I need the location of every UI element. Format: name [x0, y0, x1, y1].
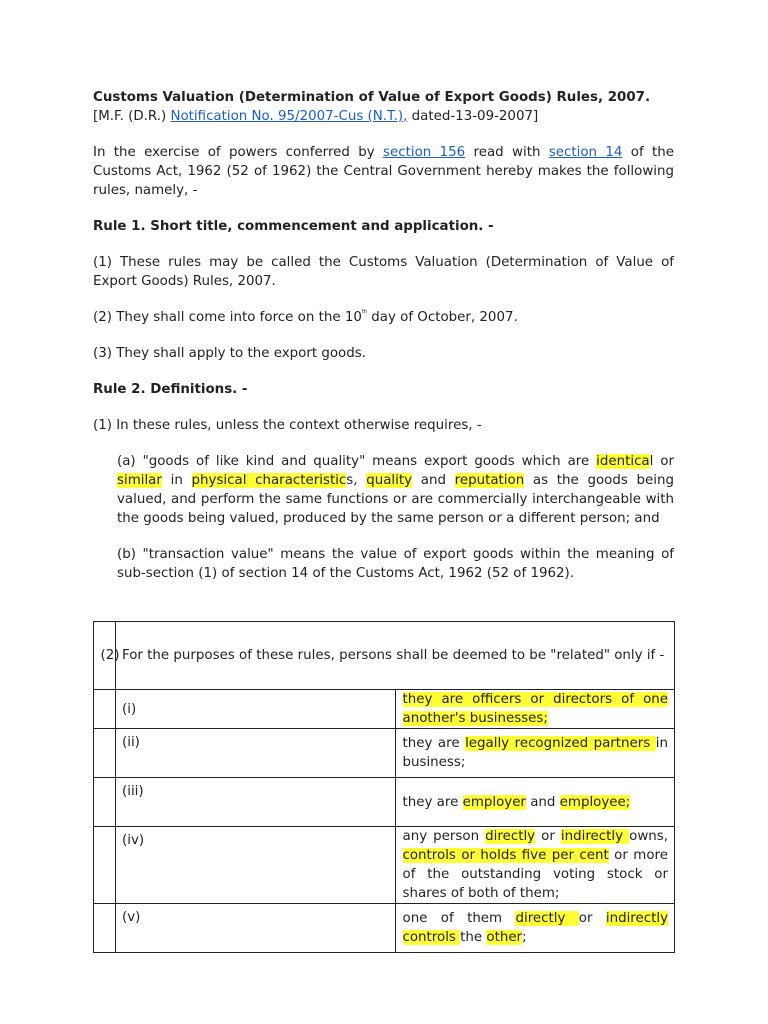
section-156-link[interactable]: section 156: [383, 145, 466, 160]
intro-paragraph: [93, 143, 674, 200]
section-14-link[interactable]: section 14: [548, 145, 623, 160]
highlight-quality: quality: [366, 473, 413, 488]
clause-2-text-end: day of October, 2007.: [367, 310, 518, 325]
highlight-similar: similar: [117, 473, 162, 488]
highlight-legally-recognized-partners: legally recognized partners: [465, 736, 656, 751]
def-a-text: s,: [346, 473, 367, 488]
notification-link[interactable]: Notification No. 95/2007-Cus (N.T.),: [170, 109, 408, 124]
def-a-text: in: [161, 473, 192, 488]
highlight-physical-characteristics: physical characteristic: [191, 473, 347, 488]
definition-a: [117, 452, 674, 528]
clause-number-cell: [94, 622, 120, 690]
item-plain-text: or: [578, 911, 606, 926]
highlight-other: other: [486, 930, 523, 945]
intro-text-2: read with: [465, 145, 549, 160]
highlight-controls-five-per-cent: controls or holds five per cent: [402, 848, 609, 863]
rule1-clause-3: (3) They shall apply to the export goods.: [93, 346, 366, 361]
document-page: [93, 88, 674, 583]
table-heading: For the purposes of these rules, persons shall be deemed to be "related" only if -: [116, 622, 675, 690]
item-plain-text: and: [525, 794, 560, 810]
rule2-clause-1: (1) In these rules, unless the context otherwise requires, -: [93, 418, 482, 433]
highlight-directly: directly: [485, 829, 536, 844]
item-text: [395, 778, 675, 827]
reference-suffix: dated-13-09-2007]: [407, 109, 539, 124]
item-plain-text: in business;: [402, 736, 668, 770]
table-row: [94, 904, 675, 953]
item-number: (i): [116, 690, 396, 729]
def-a-text: (a) "goods of like kind and quality" means export goods which are: [117, 454, 597, 469]
table-row: [94, 729, 675, 778]
rule2-heading: Rule 2. Definitions. -: [93, 382, 248, 397]
highlight-reputation: reputation: [454, 473, 525, 488]
item-plain-text: one of them: [402, 911, 516, 926]
rule1-clause-2: [93, 308, 674, 327]
item-plain-text: they are: [402, 794, 463, 810]
table-row: [94, 827, 675, 904]
related-persons-table: [93, 621, 675, 953]
item-number: (iii): [116, 778, 396, 827]
item-plain-text: ;: [522, 930, 527, 945]
highlight-indirectly-controls: indirectly controls: [402, 911, 668, 945]
rule1-clause-1: (1) These rules may be called the Customs Valuation (Determination of Value of Export Goods) Rules, 2007.: [93, 255, 674, 289]
reference-prefix: [M.F. (D.R.): [93, 109, 171, 124]
notification-reference: [93, 107, 674, 126]
def-a-text: l or: [649, 454, 674, 469]
highlight-employer: employer: [462, 794, 526, 810]
table-row: [94, 690, 675, 729]
def-a-text: and: [412, 473, 455, 488]
item-text: [395, 729, 675, 778]
def-a-text: as the goods being valued, and perform the same functions or are commercially interchangeable with the goods being valued, produced by the same person or a different person; and: [117, 473, 674, 526]
clause-number: (2): [100, 648, 120, 663]
intro-text-3: of the Customs Act, 1962 (52 of 1962) the Central Government hereby makes the following rules, namely, -: [93, 145, 674, 198]
table-row: [94, 778, 675, 827]
highlight-employee: employee;: [559, 794, 631, 810]
item-text: [395, 690, 675, 729]
highlight-directly: directly: [515, 911, 579, 926]
item-plain-text: or more of the outstanding voting stock or shares of both of them;: [402, 848, 668, 901]
clause-2-text: (2) They shall come into force on the 10: [93, 310, 362, 325]
highlight-officers-directors: they are officers or directors of one another's businesses;: [402, 692, 668, 726]
ordinal-superscript: th: [361, 309, 367, 315]
item-plain-text: the: [460, 930, 487, 945]
item-plain-text: or: [535, 829, 561, 844]
definition-b: (b) "transaction value" means the value of export goods within the meaning of sub-section (1) of section 14 of the Customs Act, 1962 (52 of 1962).: [117, 547, 674, 581]
intro-text-1: In the exercise of powers conferred by: [93, 145, 384, 160]
item-number: (iv): [116, 827, 396, 904]
rule1-heading: Rule 1. Short title, commencement and application. -: [93, 219, 494, 234]
item-number: (ii): [116, 729, 396, 778]
item-plain-text: they are: [402, 736, 466, 751]
item-plain-text: any person: [402, 829, 486, 844]
highlight-identical: identica: [596, 454, 650, 469]
item-text: [395, 827, 675, 904]
document-title: Customs Valuation (Determination of Value of Export Goods) Rules, 2007.: [93, 90, 651, 105]
item-number: (v): [116, 904, 396, 953]
item-text: [395, 904, 675, 953]
item-plain-text: owns,: [629, 829, 668, 844]
table-row: [94, 622, 675, 690]
highlight-indirectly: indirectly: [560, 829, 630, 844]
